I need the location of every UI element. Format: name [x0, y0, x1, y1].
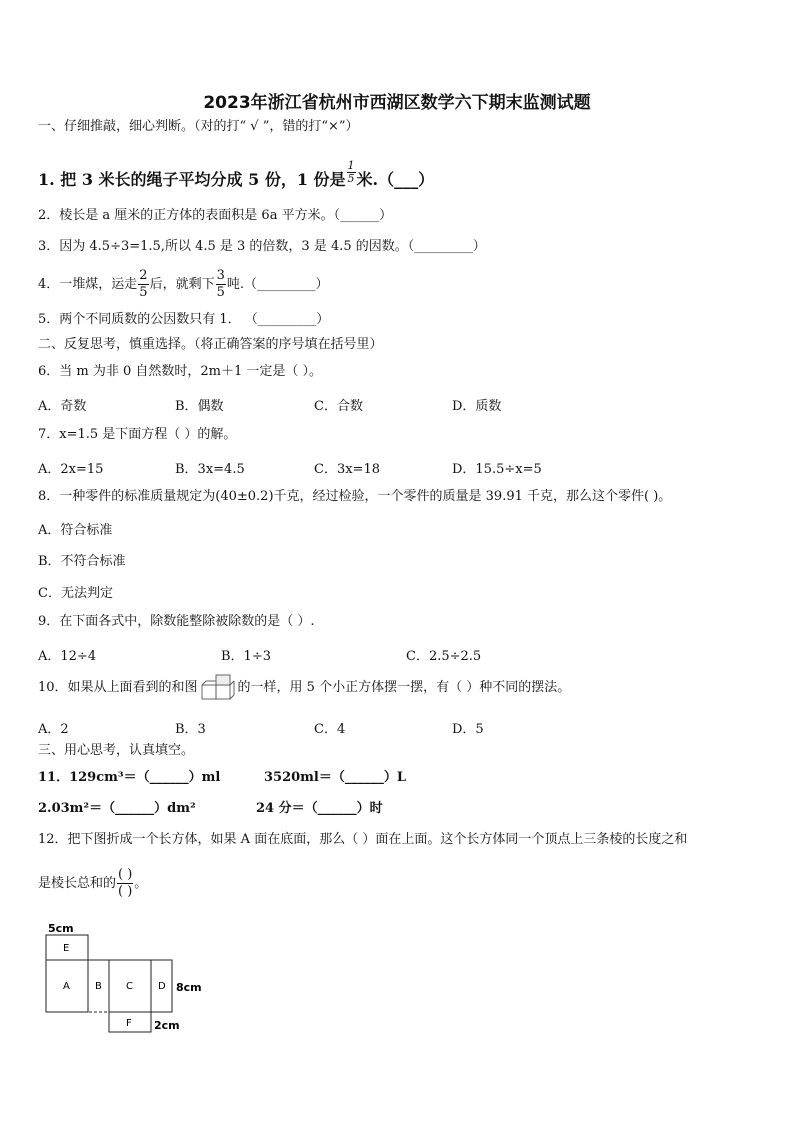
question-11b: 3520ml＝（______）L: [264, 770, 407, 785]
net-dim-2cm: 2cm: [154, 1019, 180, 1032]
q7-option-a[interactable]: A．2x=15: [38, 462, 104, 477]
question-2: 2．棱长是 a 厘米的正方体的表面积是 6a 平方米。（______）: [38, 208, 393, 223]
question-11a: 11．129cm³＝（______）ml: [38, 770, 221, 785]
question-12-line1: 12．把下图折成一个长方体，如果 A 面在底面，那么（ ）面在上面。这个长方体同一个顶点上三条棱的长度之和: [38, 832, 688, 847]
net-dim-8cm: 8cm: [176, 981, 202, 994]
net-face-b: B: [95, 981, 102, 992]
q12-fraction-blank: $\frac{( )}{( )}$: [118, 867, 133, 899]
q6-option-b[interactable]: B．偶数: [175, 399, 224, 414]
q4-fraction-1: $\frac{2}{5}$: [139, 268, 148, 300]
net-face-c: C: [126, 981, 133, 992]
section1-heading: 一、仔细推敲，细心判断。（对的打“ √ ”，错的打“×”）: [38, 119, 359, 134]
q8-option-c[interactable]: C．无法判定: [38, 586, 113, 601]
q6-option-d[interactable]: D．质数: [452, 399, 502, 414]
net-face-d: D: [158, 981, 166, 992]
q1-fraction: $\frac{1}{5}$: [347, 159, 355, 185]
q9-option-b[interactable]: B．1÷3: [221, 649, 271, 664]
question-6: 6．当 m 为非 0 自然数时，2m＋1 一定是（ ）。: [38, 364, 323, 379]
question-10: 10．如果从上面看到的和图 的一样，用 5 个小正方体摆一摆，有（ ）种不同的摆法。: [38, 672, 570, 704]
net-face-f: F: [126, 1018, 132, 1029]
section2-heading: 二、反复思考，慎重选择。（将正确答案的序号填在括号里）: [38, 337, 383, 352]
q7-option-c[interactable]: C．3x=18: [314, 462, 380, 477]
q4-fraction-2: $\frac{3}{5}$: [216, 268, 225, 300]
question-12-line2: 是棱长总和的 $\frac{( )}{( )}$ 。: [38, 867, 148, 899]
q10-option-a[interactable]: A．2: [38, 722, 69, 737]
q7-option-d[interactable]: D．15.5÷x=5: [452, 462, 542, 477]
q10-option-b[interactable]: B．3: [175, 722, 206, 737]
q10-option-d[interactable]: D．5: [452, 722, 484, 737]
question-3: 3．因为 4.5÷3=1.5,所以 4.5 是 3 的倍数，3 是 4.5 的因数。（_________）: [38, 239, 486, 254]
question-7: 7．x=1.5 是下面方程（ ）的解。: [38, 427, 237, 442]
q10-option-c[interactable]: C．4: [314, 722, 346, 737]
cuboid-net-diagram: [42, 922, 222, 1037]
question-11d: 24 分＝（______）时: [256, 801, 383, 816]
question-5: 5．两个不同质数的公因数只有 1． （_________）: [38, 312, 330, 327]
q8-option-a[interactable]: A．符合标准: [38, 523, 113, 538]
q7-option-b[interactable]: B．3x=4.5: [175, 462, 245, 477]
net-face-a: A: [63, 981, 70, 992]
top-view-cubes-icon: [200, 673, 236, 703]
section3-heading: 三、用心思考，认真填空。: [38, 743, 195, 758]
q1-text-post: 米.（___）: [356, 170, 435, 189]
question-1: [38, 159, 435, 193]
q1-text-pre: 1. 把 3 米长的绳子平均分成 5 份，1 份是: [38, 170, 346, 189]
q6-option-c[interactable]: C．合数: [314, 399, 363, 414]
question-11c: 2.03m²＝（______）dm²: [38, 801, 196, 816]
question-9: 9．在下面各式中，除数能整除被除数的是（ ）.: [38, 614, 315, 629]
q8-option-b[interactable]: B．不符合标准: [38, 554, 126, 569]
q6-option-a[interactable]: A．奇数: [38, 399, 87, 414]
net-dim-5cm: 5cm: [48, 922, 74, 935]
net-face-e: E: [63, 943, 70, 954]
q9-option-a[interactable]: A．12÷4: [38, 649, 97, 664]
q9-option-c[interactable]: C．2.5÷2.5: [406, 649, 482, 664]
page-title: 2023年浙江省杭州市西湖区数学六下期末监测试题: [203, 93, 591, 113]
question-4: 4．一堆煤，运走 $\frac{2}{5}$ 后，就剩下 $\frac{3}{5}$ 吨.（_________）: [38, 268, 329, 300]
question-8: 8．一种零件的标准质量规定为(40±0.2)千克，经过检验，一个零件的质量是 39.91 千克，那么这个零件( )。: [38, 489, 672, 504]
